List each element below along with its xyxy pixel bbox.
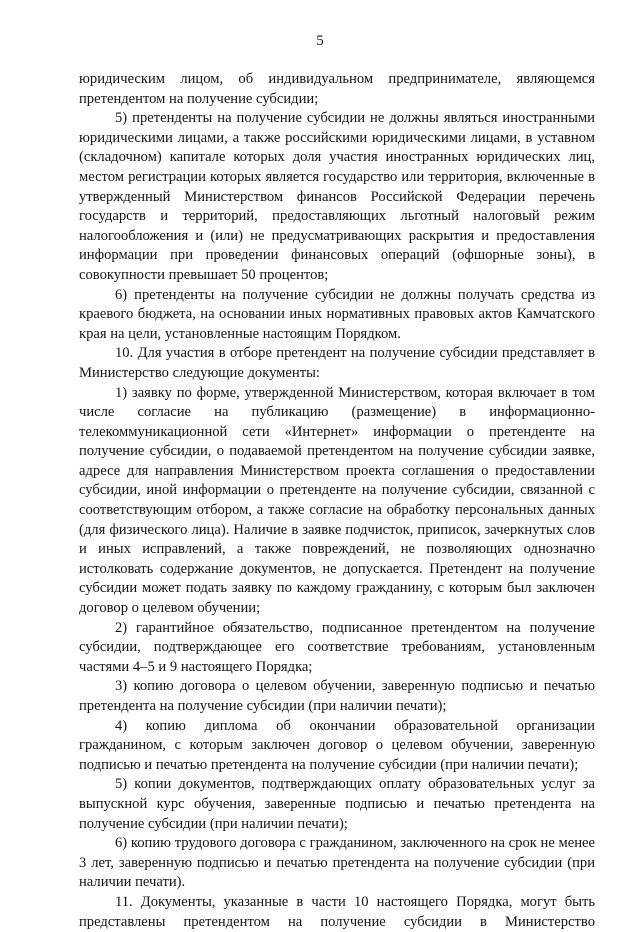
paragraph: 5) копии документов, подтверждающих оплату образовательных услуг за выпускной курс обучения, заверенные подписью и печатью претендента на получение субсидии (при наличии печати); (79, 776, 595, 832)
paragraph: 6) претенденты на получение субсидии не должны получать средства из краевого бюджета, на основании иных нормативных правовых актов Камчатского края на цели, установленные настоящим Порядком. (79, 286, 595, 342)
paragraph: 4) копию диплома об окончании образовательной организации гражданином, с которым заключен договор о целевом обучении, заверенную подписью и печатью претендента на получение субсидии (при наличии печати); (79, 717, 595, 773)
page-number: 5 (316, 33, 324, 49)
paragraph: 3) копию договора о целевом обучении, заверенную подписью и печатью претендента на получение субсидии (при наличии печати); (79, 678, 595, 714)
paragraph: 5) претенденты на получение субсидии не должны являться иностранными юридическими лицами, а также российскими юридическими лицами, в уставном (складочном) капитале которых доля участия иностранных юридических лиц, местом регистрации которых является государство или территория, включенные в утвержденный Министерством финансов Российской Федерации перечень государств и территорий, предоставляющих льготный налоговый режим налогообложения и (или) не предусматривающих раскрытия и предоставления информации при проведении финансовых операций (офшорные зоны), в совокупности превышает 50 процентов; (79, 110, 595, 283)
paragraph: 6) копию трудового договора с гражданином, заключенного на срок не менее 3 лет, заверенную подписью и печатью претендента на получение субсидии (при наличии печати). (79, 835, 595, 891)
paragraph: 10. Для участия в отборе претендент на получение субсидии представляет в Министерство следующие документы: (79, 345, 595, 381)
paragraph: 1) заявку по форме, утвержденной Министерством, которая включает в том числе согласие на публикацию (размещение) в информационно-телекоммуникационной сети «Интернет» информации о претенденте на получение субсидии, о подаваемой претендентом на получение субсидии заявке, адресе для направления Министерством проекта соглашения о предоставлении субсидии, иной информации о претенденте на получение субсидии, связанной с соответствующим отбором, а также согласие на обработку персональных данных (для физического лица). Наличие в заявке подчисток, приписок, зачеркнутых слов и иных исправлений, а также повреждений, не позволяющих однозначно истолковать содержание документов, не допускается. Претендент на получение субсидии может подать заявку по каждому гражданину, с которым был заключен договор о целевом обучении; (79, 384, 595, 617)
paragraph: 2) гарантийное обязательство, подписанное претендентом на получение субсидии, подтверждающее его соответствие требованиям, установленным частями 4–5 и 9 настоящего Порядка; (79, 619, 595, 675)
document-body (79, 70, 595, 932)
paragraph: 11. Документы, указанные в части 10 настоящего Порядка, могут быть представлены претендентом на получение субсидии в Министерство (79, 893, 595, 930)
paragraph: юридическим лицом, об индивидуальном предпринимателе, являющемся претендентом на получение субсидии; (79, 71, 595, 107)
